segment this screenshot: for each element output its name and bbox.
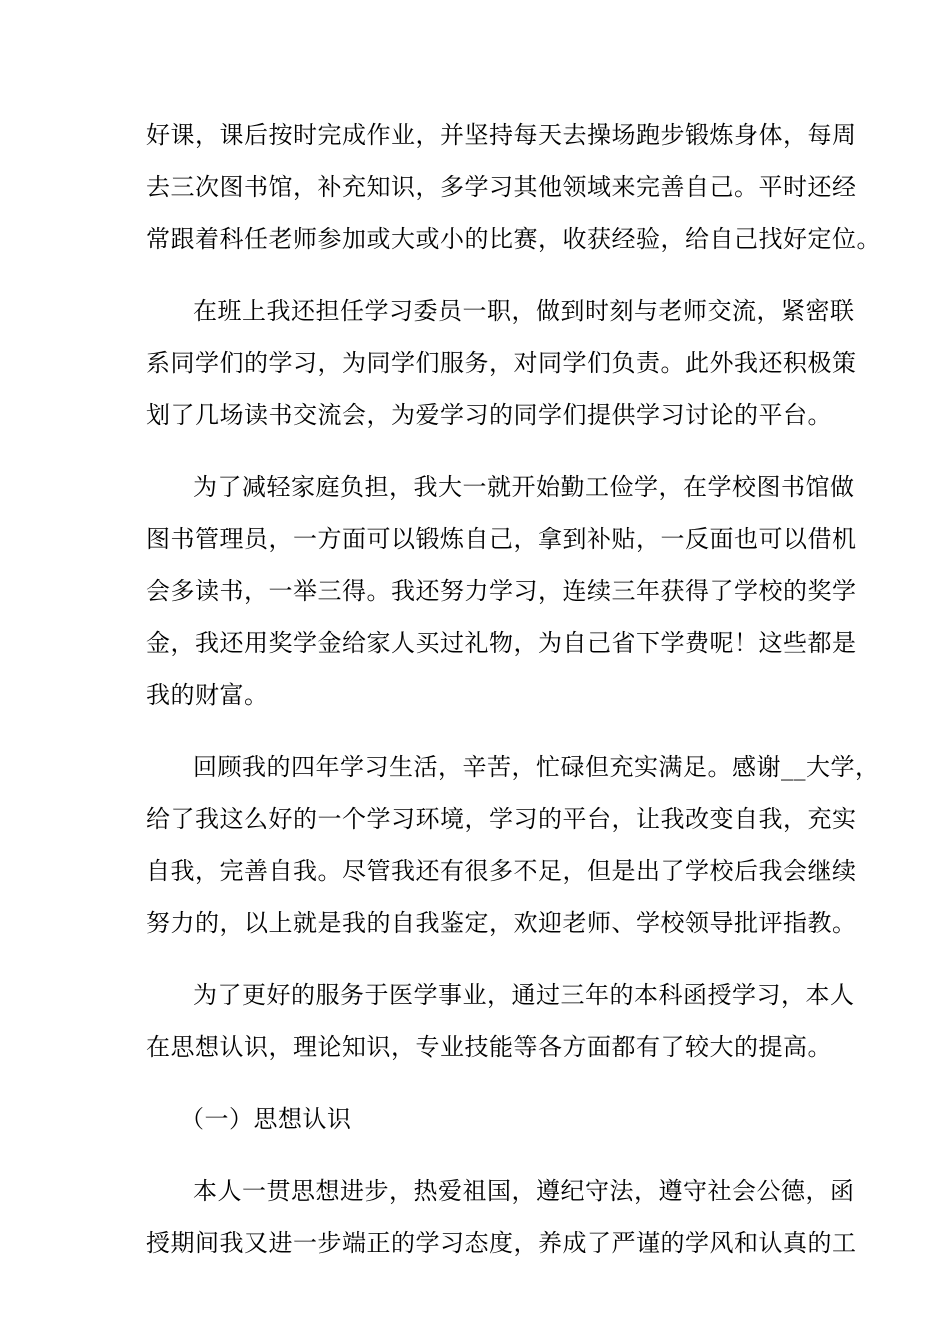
paragraph-line: 给了我这么好的一个学习环境，学习的平台，让我改变自我，充实 [146,805,857,833]
paragraph-line: 授期间我又进一步端正的学习态度，养成了严谨的学风和认真的工 [146,1229,857,1257]
paragraph-line: 努力的，以上就是我的自我鉴定，欢迎老师、学校领导批评指教。 [146,909,857,937]
paragraph-line: 我的财富。 [146,681,269,709]
paragraph-line: 会多读书，一举三得。我还努力学习，连续三年获得了学校的奖学 [146,577,857,605]
paragraph-line: 系同学们的学习，为同学们服务，对同学们负责。此外我还积极策 [146,349,857,377]
paragraph-line: 在班上我还担任学习委员一职，做到时刻与老师交流，紧密联 [193,297,855,325]
paragraph-line: 在思想认识，理论知识，专业技能等各方面都有了较大的提高。 [146,1033,832,1061]
paragraph-line: 图书管理员，一方面可以锻炼自己，拿到补贴，一反面也可以借机 [146,525,857,553]
paragraph-line: 自我，完善自我。尽管我还有很多不足，但是出了学校后我会继续 [146,857,857,885]
paragraph-line: 为了减轻家庭负担，我大一就开始勤工俭学，在学校图书馆做 [193,473,855,501]
paragraph-line: 为了更好的服务于医学事业，通过三年的本科函授学习，本人 [193,981,855,1009]
paragraph-line: 常跟着科任老师参加或大或小的比赛，收获经验，给自己找好定位。 [146,225,881,253]
paragraph-line: 回顾我的四年学习生活，辛苦，忙碌但充实满足。感谢__大学， [193,753,880,781]
section-heading: （一）思想认识 [180,1105,352,1133]
paragraph-line: 去三次图书馆，补充知识，多学习其他领域来完善自己。平时还经 [146,173,857,201]
paragraph-line: 本人一贯思想进步，热爱祖国，遵纪守法，遵守社会公德，函 [193,1177,855,1205]
paragraph-line: 金，我还用奖学金给家人买过礼物，为自己省下学费呢！这些都是 [146,629,857,657]
paragraph-line: 划了几场读书交流会，为爱学习的同学们提供学习讨论的平台。 [146,401,832,429]
paragraph-line: 好课，课后按时完成作业，并坚持每天去操场跑步锻炼身体，每周 [146,121,857,149]
